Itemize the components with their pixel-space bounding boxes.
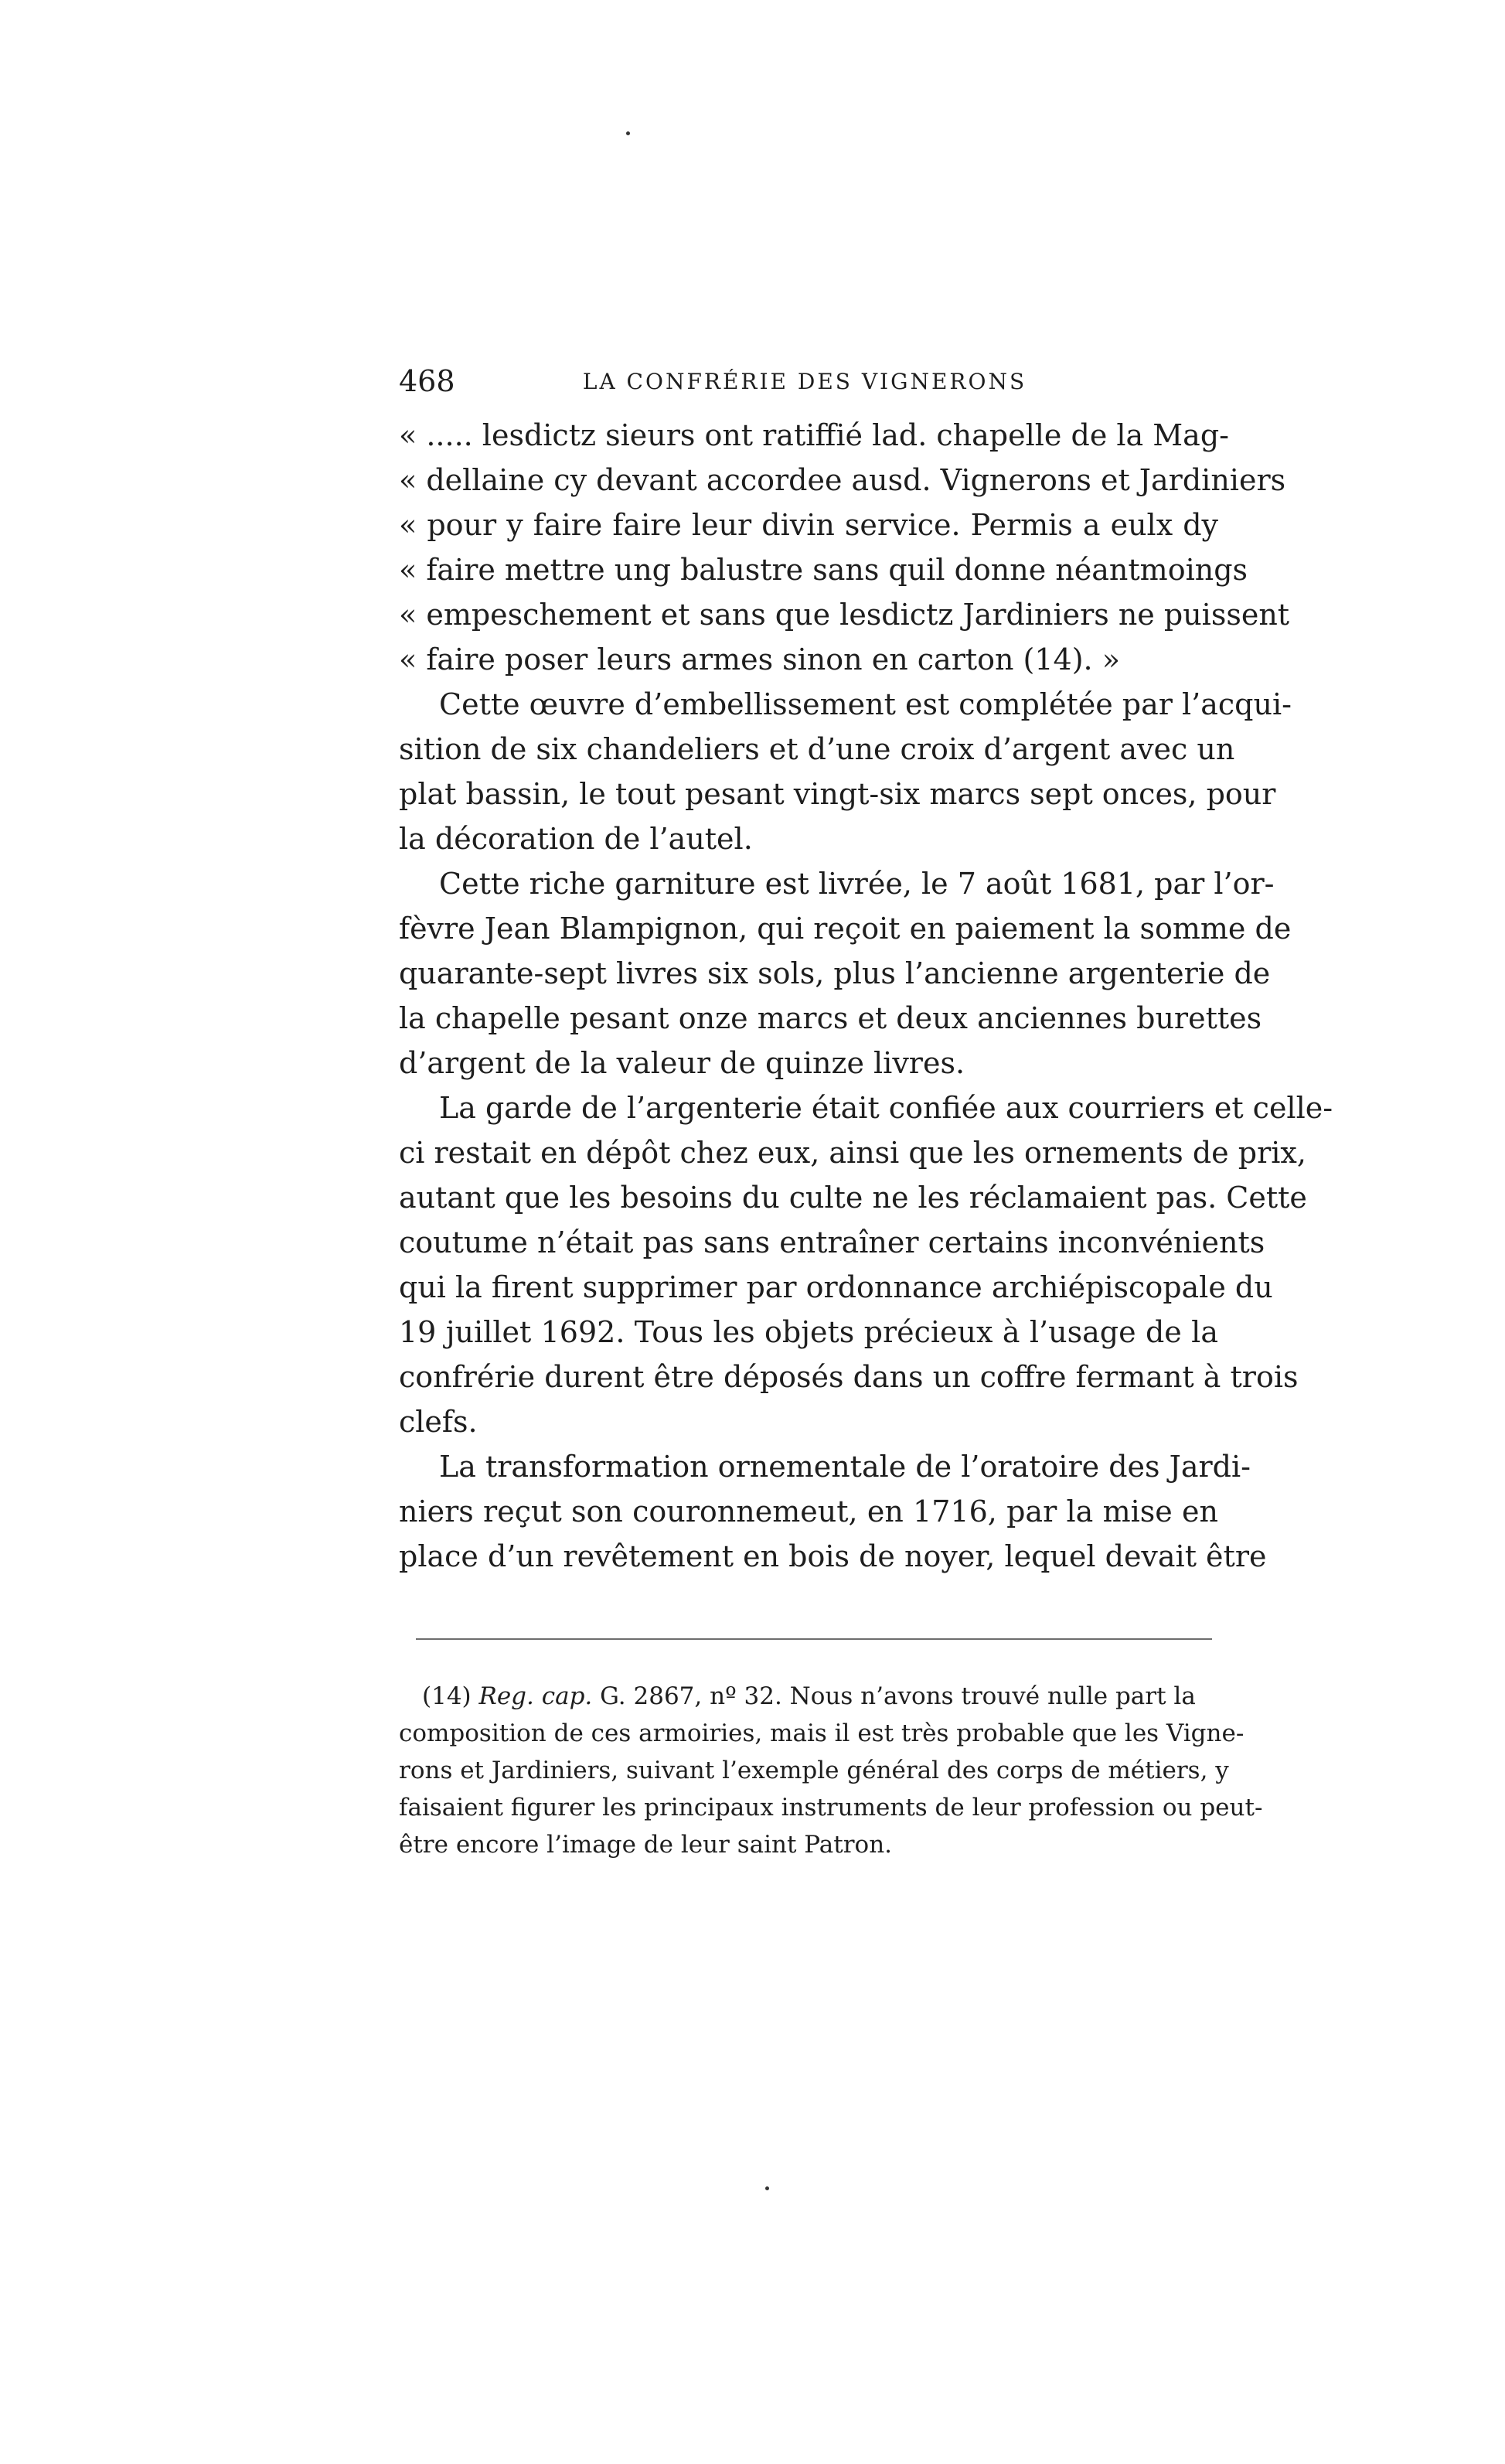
text-line: Cette riche garniture est livrée, le 7 août 1681, par l’or-: [439, 867, 1275, 901]
text-line: d’argent de la valeur de quinze livres.: [399, 1046, 965, 1080]
footnote-line: rons et Jardiniers, suivant l’exemple général des corps de métiers, y: [399, 1757, 1229, 1784]
text-line: fèvre Jean Blampignon, qui reçoit en paiement la somme de: [399, 912, 1292, 946]
text-line: place d’un revêtement en bois de noyer, lequel devait être: [399, 1539, 1267, 1573]
text-line: clefs.: [399, 1405, 478, 1439]
footnote: [399, 1678, 1263, 1863]
footnote-line: composition de ces armoiries, mais il est très probable que les Vigne-: [399, 1719, 1245, 1747]
quote-line: « faire mettre ung balustre sans quil donne néantmoings: [399, 553, 1248, 587]
footnote-text: G. 2867, nº 32. Nous n’avons trouvé nulle part la: [592, 1682, 1196, 1710]
text-line: 19 juillet 1692. Tous les objets précieux à l’usage de la: [399, 1315, 1218, 1349]
text-line: niers reçut son couronnemeut, en 1716, par la mise en: [399, 1494, 1218, 1528]
text-line: La transformation ornementale de l’oratoire des Jardi-: [439, 1450, 1251, 1484]
text-line: confrérie durent être déposés dans un coffre fermant à trois: [399, 1360, 1299, 1394]
text-line: La garde de l’argenterie était confiée aux courriers et celle-: [439, 1091, 1333, 1125]
text-line: ci restait en dépôt chez eux, ainsi que les ornements de prix,: [399, 1136, 1306, 1170]
text-line: Cette œuvre d’embellissement est complétée par l’acqui-: [439, 687, 1292, 721]
quote-line: « faire poser leurs armes sinon en carton (14). »: [399, 642, 1120, 676]
paper-speck: [626, 131, 630, 135]
text-line: la chapelle pesant onze marcs et deux anciennes burettes: [399, 1001, 1262, 1035]
footnote-divider: [416, 1638, 1212, 1640]
paper-speck: [765, 2186, 769, 2190]
body-text: [399, 413, 1333, 1579]
text-line: qui la firent supprimer par ordonnance archiépiscopale du: [399, 1270, 1273, 1304]
quote-line: « pour y faire faire leur divin service. Permis a eulx dy: [399, 508, 1218, 542]
footnote-line: être encore l’image de leur saint Patron.: [399, 1831, 893, 1859]
running-head: LA CONFRÉRIE DES VIGNERONS: [582, 369, 1027, 394]
text-line: quarante-sept livres six sols, plus l’ancienne argenterie de: [399, 956, 1271, 990]
footnote-marker: (14): [422, 1682, 472, 1710]
quote-line: « empeschement et sans que lesdictz Jardiniers ne puissent: [399, 598, 1290, 632]
text-line: autant que les besoins du culte ne les réclamaient pas. Cette: [399, 1181, 1307, 1215]
text-line: la décoration de l’autel.: [399, 822, 753, 856]
text-line: coutume n’était pas sans entraîner certains inconvénients: [399, 1225, 1265, 1259]
text-line: sition de six chandeliers et d’une croix d’argent avec un: [399, 732, 1235, 766]
quote-line: « ..... lesdictz sieurs ont ratiffié lad. chapelle de la Mag-: [399, 418, 1230, 452]
quote-line: « dellaine cy devant accordee ausd. Vignerons et Jardiniers: [399, 463, 1286, 497]
page-number: 468: [399, 364, 455, 398]
footnote-reference: Reg. cap.: [478, 1682, 593, 1710]
page-header: [399, 356, 1210, 410]
text-line: plat bassin, le tout pesant vingt-six marcs sept onces, pour: [399, 777, 1276, 811]
footnote-line: [399, 1678, 1212, 1715]
footnote-line: faisaient figurer les principaux instruments de leur profession ou peut-: [399, 1794, 1263, 1822]
